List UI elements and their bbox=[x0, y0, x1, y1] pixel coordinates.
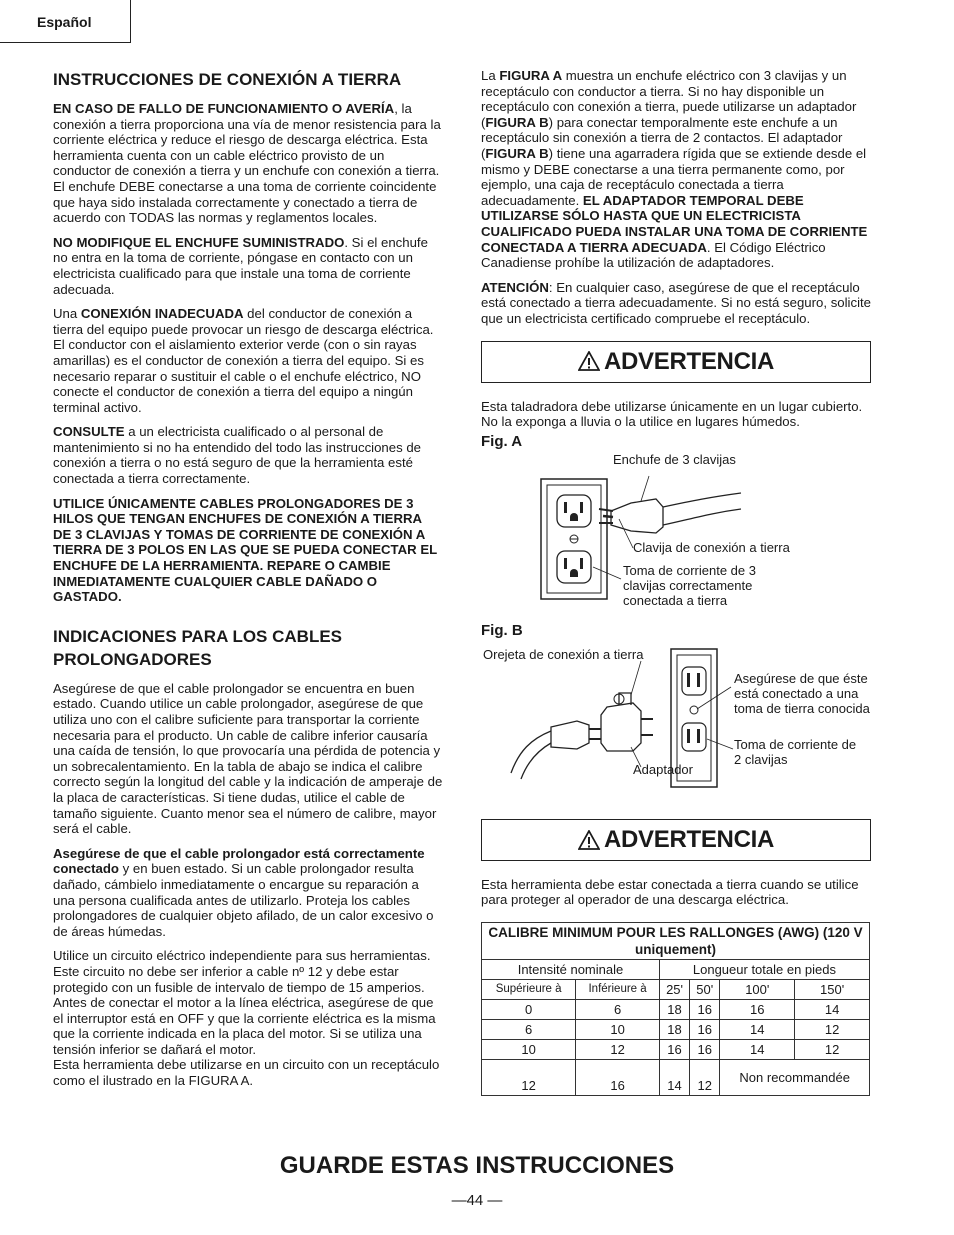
table-cell: 6 bbox=[576, 1000, 660, 1020]
table-cell: 10 bbox=[482, 1040, 576, 1060]
section-title-extension-cords: INDICACIONES PARA LOS CABLES PROLONGADORES bbox=[53, 626, 343, 669]
paragraph: Asegúrese de que el cable prolongador está correctamente conectado y en buen estado. Si un cable prolongador resulta dañado, cámbielo inmediatamente o encargue su reparación a una persona cualificada antes de utilizarlo. Proteja los cables prolongadores de cualquier objeto afilado, de un calor excesivo o de áreas húmedas. bbox=[53, 845, 434, 939]
paragraph: Utilice un circuito eléctrico independiente para sus herramientas. Este circuito no debe ser inferior a cable nº 12 y debe estar protegido con un fusible de intervalo de tiempo de 15 amperios. Antes de conectar el motor a la línea eléctrica, asegúrese de que el interruptor está en OFF y que la corriente eléctrica es la misma que la corriente indicada en la placa del motor. Si se utiliza una tensión inferior se dañará el motor. bbox=[53, 948, 436, 1057]
callout-3-prong-plug: Enchufe de 3 clavijas bbox=[613, 452, 736, 468]
paragraph: ATENCIÓN: En cualquier caso, asegúrese de que el receptáculo está conectado a tierra adecuadamente. Si no está seguro, solicite que un electricista certificado compruebe el receptáculo. bbox=[481, 279, 872, 326]
extension-cord-gauge-table bbox=[481, 922, 870, 1096]
paragraph: Una CONEXIÓN INADECUADA del conductor de conexión a tierra del equipo puede provocar un riesgo de descarga eléctrica. El conductor con el aislamiento exterior verde (con o sin rayas amarillas) es el conductor de conexión a tierra del equipo. Si es necesario reparar o sustituir el cable o el enchufe eléctrico, NO conecte el conductor de conexión a tierra del equipo a ningún terminal activo. bbox=[53, 306, 434, 415]
table-header: 150' bbox=[795, 980, 870, 1000]
paragraph: Asegúrese de que el cable prolongador se encuentra en buen estado. Cuando utilice un cable prolongador, asegúrese de que utiliza uno con el calibre suficiente para transportar la corriente necesaria para el producto. Un cable de calibre inferior causaría una caída de tensión, lo que provocaría una pérdida de potencia y un sobrecalentamiento. En la tabla de abajo se indica el calibre correcto según la longitud del cable y la indicación de amperaje de la placa de características. Si tiene dudas, utilice el cable de tamaño siguiente. Cuanto menor sea el número de calibre, mayor será el cable. bbox=[53, 680, 443, 837]
table-header: 25' bbox=[659, 980, 689, 1000]
paragraph: EN CASO DE FALLO DE FUNCIONAMIENTO O AVERÍA, la conexión a tierra proporciona una vía de menor resistencia para la corriente eléctrica y reduce el riesgo de descarga eléctrica. Esta herramienta cuenta con un cable eléctrico provisto de un conductor de conexión a tierra y un enchufe con conexión a tierra. El enchufe DEBE conectarse a una toma de corriente coincidente que haya sido instalada correctamente y conectado a tierra de acuerdo con TODAS las normas y reglamentos locales. bbox=[53, 101, 441, 226]
table-cell: 16 bbox=[690, 1020, 720, 1040]
warning-triangle-icon bbox=[578, 830, 600, 851]
table-cell: 10 bbox=[576, 1020, 660, 1040]
table-title: CALIBRE MINIMUM POUR LES RALLONGES (AWG) (120 V uniquement) bbox=[482, 923, 870, 960]
table-cell: 16 bbox=[690, 1040, 720, 1060]
table-row bbox=[482, 1040, 870, 1060]
table-cell: 12 bbox=[576, 1040, 660, 1060]
table-cell: Non recommandée bbox=[720, 1060, 870, 1096]
table-row bbox=[482, 1060, 870, 1096]
paragraph: La FIGURA A muestra un enchufe eléctrico con 3 clavijas y un receptáculo con conductor a tierra. Si no hay disponible un receptáculo con conexión a tierra, puede utilizarse un adaptador (FIGURA B) para conectar temporalmente este enchufe a un receptáculo sin conexión a tierra de 2 contactos. El adaptador (FIGURA B) tiene una agarradera rígida que se extiende desde el mismo y DEBE conectarse a una tierra permanente como, por ejemplo, una caja de receptáculo conectada a tierra adecuadamente. EL ADAPTADOR TEMPORAL DEBE UTILIZARSE SÓLO HASTA QUE UN ELECTRICISTA CUALIFICADO PUEDA INSTALAR UNA TOMA DE CORRIENTE CONECTADA A TIERRA ADECUADA. El Código Eléctrico Canadiense prohíbe la utilización de adaptadores. bbox=[481, 68, 868, 271]
figure-a bbox=[481, 449, 871, 619]
callout-grounding-pin: Clavija de conexión a tierra bbox=[633, 540, 790, 556]
table-cell: 0 bbox=[482, 1000, 576, 1020]
right-column bbox=[481, 68, 871, 1096]
table-header: Intensité nominale bbox=[482, 960, 660, 980]
adapter-illustration bbox=[481, 639, 871, 809]
table-cell: 14 bbox=[659, 1060, 689, 1096]
figure-a-label: Fig. A bbox=[481, 432, 523, 450]
table-cell: 16 bbox=[576, 1060, 660, 1096]
language-tab bbox=[0, 0, 131, 43]
callout-2-prong-outlet: Toma de corriente de 2 clavijas bbox=[734, 736, 857, 767]
table-row bbox=[482, 1020, 870, 1040]
table-header: Longueur totale en pieds bbox=[659, 960, 869, 980]
paragraph-bold: UTILICE ÚNICAMENTE CABLES PROLONGADORES DE 3 HILOS QUE TENGAN ENCHUFES DE CONEXIÓN A TIERRA DE 3 CLAVIJAS Y TOMAS DE CORRIENTE DE CONEXIÓN A TIERRA DE 3 POLOS EN LAS QUE SE PUEDA CONECTAR EL ENCHUFE DE LA HERRAMIENTA. REPARE O CAMBIE INMEDIATAMENTE CUALQUIER CABLE DAÑADO O GASTADO. bbox=[53, 495, 437, 605]
left-column bbox=[53, 68, 443, 1098]
table-cell: 12 bbox=[482, 1060, 576, 1096]
table-header: Supérieure à bbox=[482, 980, 576, 1000]
page-number: —44 — bbox=[451, 1192, 503, 1209]
warning-box bbox=[481, 819, 871, 861]
language-label: Español bbox=[37, 14, 92, 30]
callout-grounded-outlet: Toma de corriente de 3 clavijas correctamente conectada a tierra bbox=[623, 563, 756, 609]
warning-triangle-icon bbox=[578, 351, 600, 372]
table-header: 50' bbox=[690, 980, 720, 1000]
warning-title: ADVERTENCIA bbox=[603, 826, 775, 854]
figure-b bbox=[481, 639, 871, 809]
table-header: Inférieure à bbox=[576, 980, 660, 1000]
callout-grounding-lug: Orejeta de conexión a tierra bbox=[483, 646, 644, 662]
warning-text: Esta taladradora debe utilizarse únicamente en un lugar cubierto. No la exponga a lluvia o la utilice en lugares húmedos. bbox=[481, 398, 863, 430]
table-cell: 18 bbox=[659, 1000, 689, 1020]
section-title-grounding: INSTRUCCIONES DE CONEXIÓN A TIERRA bbox=[53, 70, 402, 89]
table-cell: 16 bbox=[720, 1000, 795, 1020]
table-cell: 14 bbox=[720, 1020, 795, 1040]
table-cell: 12 bbox=[795, 1040, 870, 1060]
figure-b-label: Fig. B bbox=[481, 622, 523, 640]
table-cell: 12 bbox=[795, 1020, 870, 1040]
table-cell: 16 bbox=[659, 1040, 689, 1060]
table-cell: 6 bbox=[482, 1020, 576, 1040]
paragraph: Esta herramienta debe utilizarse en un circuito con un receptáculo como el ilustrado en la FIGURA A. bbox=[53, 1057, 440, 1089]
warning-title: ADVERTENCIA bbox=[603, 347, 775, 375]
table-cell: 16 bbox=[690, 1000, 720, 1020]
table-row bbox=[482, 1000, 870, 1020]
table-cell: 14 bbox=[720, 1040, 795, 1060]
callout-adapter: Adaptador bbox=[633, 761, 693, 777]
warning-box bbox=[481, 341, 871, 383]
table-cell: 12 bbox=[690, 1060, 720, 1096]
paragraph: CONSULTE a un electricista cualificado o al personal de mantenimiento si no ha entendido del todo las instrucciones de conexión a tierra o no está seguro de que la herramienta esté conectada a tierra correctamente. bbox=[53, 424, 422, 487]
table-cell: 18 bbox=[659, 1020, 689, 1040]
paragraph: NO MODIFIQUE EL ENCHUFE SUMINISTRADO. Si el enchufe no entra en la toma de corriente, póngase en contacto con un electricista cualificado para que instale una toma de corriente adecuada. bbox=[53, 234, 428, 297]
warning-text: Esta herramienta debe estar conectada a tierra cuando se utilice para proteger al operador de una descarga eléctrica. bbox=[481, 876, 859, 908]
table-cell: 14 bbox=[795, 1000, 870, 1020]
table-header: 100' bbox=[720, 980, 795, 1000]
save-instructions-heading: GUARDE ESTAS INSTRUCCIONES bbox=[279, 1152, 675, 1179]
callout-connect-to-ground: Asegúrese de que éste está conectado a una toma de tierra conocida bbox=[734, 670, 870, 716]
